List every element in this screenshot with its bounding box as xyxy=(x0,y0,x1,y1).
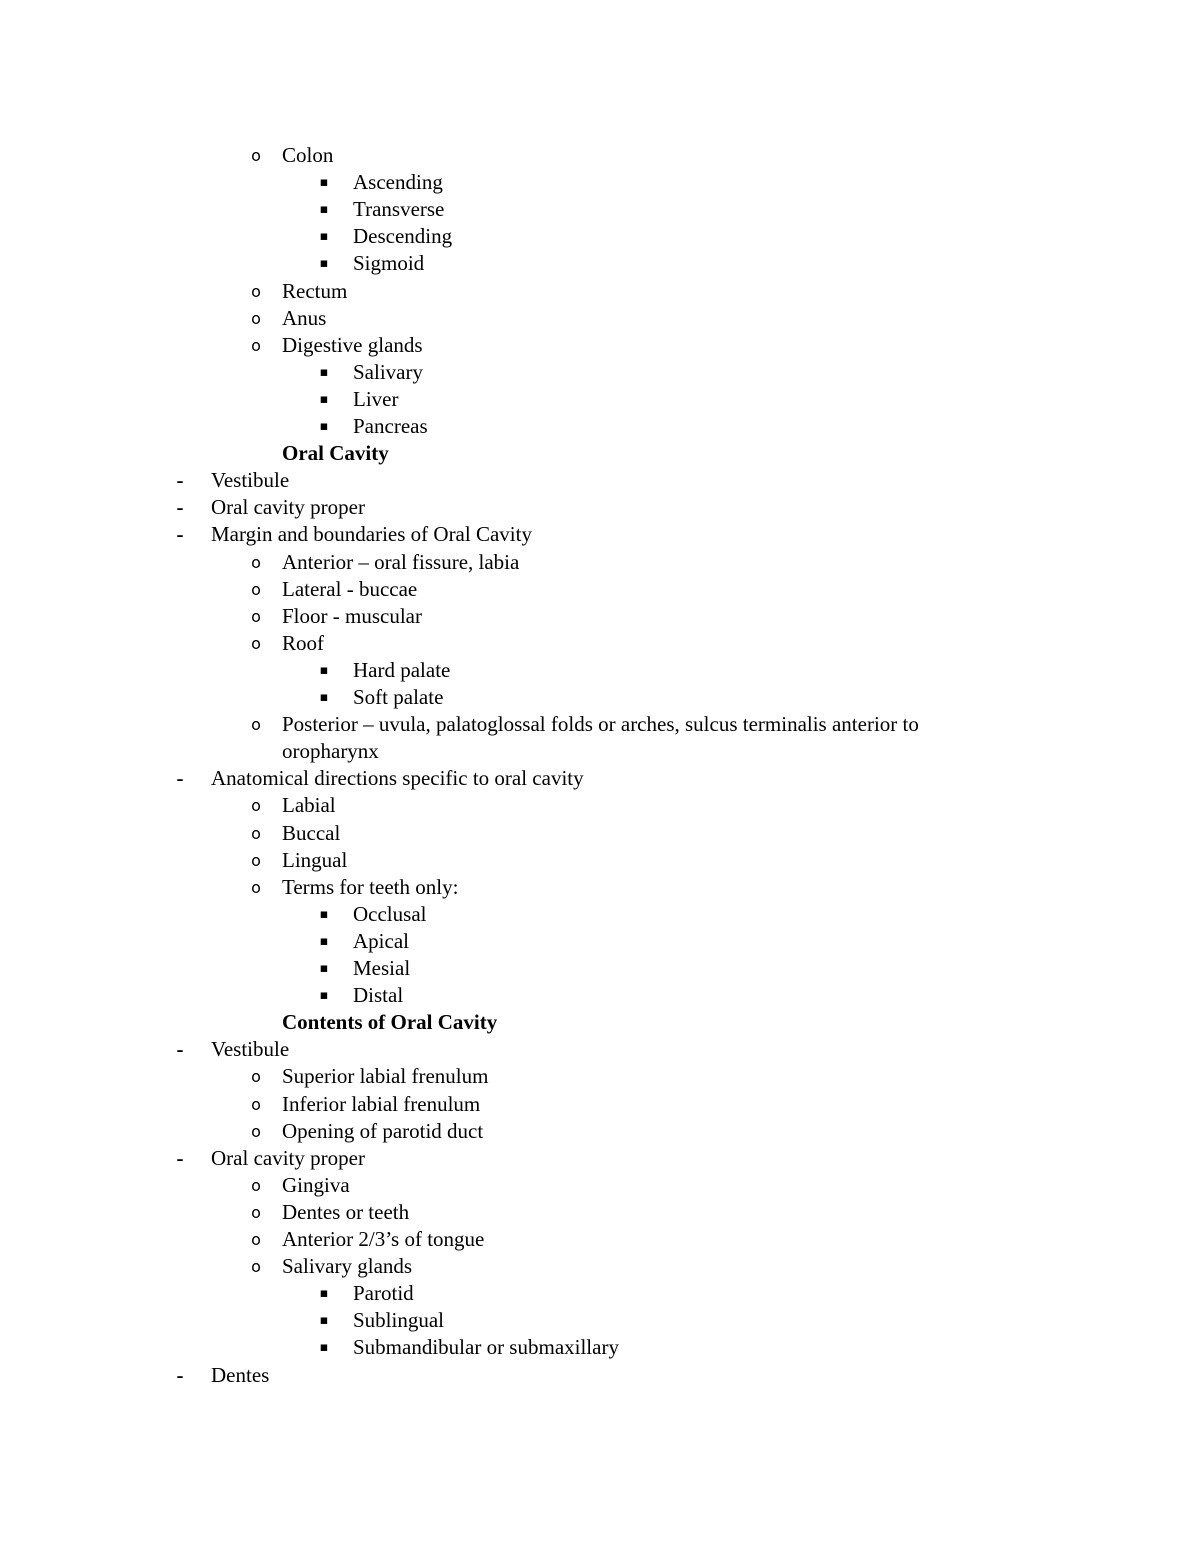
outline-item-text: Sigmoid xyxy=(353,251,425,275)
circle-bullet-icon: o xyxy=(251,146,261,165)
square-bullet-icon: ▪ xyxy=(319,229,329,244)
square-bullet-icon: ▪ xyxy=(319,988,329,1003)
outline-item-level-2 xyxy=(0,1199,1200,1226)
outline-item-level-3 xyxy=(0,1280,1200,1307)
outline-item-text: Lingual xyxy=(282,848,348,872)
outline-item-text: Roof xyxy=(282,631,324,655)
circle-bullet-icon: o xyxy=(251,715,261,734)
circle-bullet-icon: o xyxy=(251,1230,261,1249)
section-heading xyxy=(141,440,1200,467)
outline-item-level-2 xyxy=(0,1226,1200,1253)
outline-item-text: Gingiva xyxy=(282,1173,350,1197)
outline-item-level-2 xyxy=(0,847,1200,874)
outline-item-level-2 xyxy=(0,792,1200,819)
outline-item-level-2 xyxy=(0,820,1200,847)
square-bullet-icon: ▪ xyxy=(319,256,329,271)
outline-item-level-1 xyxy=(0,494,1200,521)
outline-item-level-3 xyxy=(0,386,1200,413)
outline-item-level-2 xyxy=(0,630,1200,657)
outline-item-level-2 xyxy=(0,332,1200,359)
outline-item-text: Apical xyxy=(353,929,409,953)
outline-item-level-3 xyxy=(0,413,1200,440)
outline-item-level-3 xyxy=(0,250,1200,277)
dash-bullet-icon: - xyxy=(176,522,184,546)
circle-bullet-icon: o xyxy=(251,336,261,355)
outline-item-level-3 xyxy=(0,982,1200,1009)
square-bullet-icon: ▪ xyxy=(319,690,329,705)
outline-item-text: Anus xyxy=(282,306,327,330)
outline-item-text: Posterior – uvula, palatoglossal folds or arches, sulcus terminalis anterior to xyxy=(282,712,919,736)
outline-item-level-2 xyxy=(0,711,1200,738)
outline-item-level-3 xyxy=(0,684,1200,711)
section-heading-text: Oral Cavity xyxy=(282,441,389,465)
dash-bullet-icon: - xyxy=(176,766,184,790)
outline-item-text: Opening of parotid duct xyxy=(282,1119,484,1143)
outline-item-text: Occlusal xyxy=(353,902,427,926)
outline-item-text: Dentes or teeth xyxy=(282,1200,410,1224)
circle-bullet-icon: o xyxy=(251,282,261,301)
outline-item-text: Salivary glands xyxy=(282,1254,413,1278)
circle-bullet-icon: o xyxy=(251,634,261,653)
circle-bullet-icon: o xyxy=(251,1095,261,1114)
outline-item-text: Pancreas xyxy=(353,414,428,438)
square-bullet-icon: ▪ xyxy=(319,663,329,678)
circle-bullet-icon: o xyxy=(251,824,261,843)
outline-item-text: Oral cavity proper xyxy=(211,495,365,519)
outline-item-level-3 xyxy=(0,901,1200,928)
section-heading xyxy=(141,1009,1200,1036)
outline-item-text: Terms for teeth only: xyxy=(282,875,459,899)
outline-item-text: Hard palate xyxy=(353,658,451,682)
outline-item-text: Anterior – oral fissure, labia xyxy=(282,550,520,574)
square-bullet-icon: ▪ xyxy=(319,1313,329,1328)
outline-item-level-1 xyxy=(0,765,1200,792)
square-bullet-icon: ▪ xyxy=(319,1340,329,1355)
outline-item-level-2 xyxy=(0,305,1200,332)
square-bullet-icon: ▪ xyxy=(319,419,329,434)
outline-item-text: Descending xyxy=(353,224,453,248)
outline-item-level-2 xyxy=(0,1253,1200,1280)
outline-item-level-3 xyxy=(0,1334,1200,1361)
square-bullet-icon: ▪ xyxy=(319,202,329,217)
outline-item-level-1 xyxy=(0,521,1200,548)
circle-bullet-icon: o xyxy=(251,1067,261,1086)
outline-item-text: Vestibule xyxy=(211,1037,290,1061)
outline-item-text: Colon xyxy=(282,143,334,167)
outline-item-text: Sublingual xyxy=(353,1308,445,1332)
outline-item-level-2 xyxy=(0,1063,1200,1090)
outline-item-continuation xyxy=(0,738,1200,765)
outline-item-level-3 xyxy=(0,359,1200,386)
outline-item-level-2 xyxy=(0,278,1200,305)
outline-item-text: Submandibular or submaxillary xyxy=(353,1335,619,1359)
circle-bullet-icon: o xyxy=(251,309,261,328)
circle-bullet-icon: o xyxy=(251,1122,261,1141)
circle-bullet-icon: o xyxy=(251,878,261,897)
outline-item-level-3 xyxy=(0,657,1200,684)
outline-item-text: Anatomical directions specific to oral cavity xyxy=(211,766,584,790)
circle-bullet-icon: o xyxy=(251,796,261,815)
outline-item-level-2 xyxy=(0,549,1200,576)
outline-item-text: Distal xyxy=(353,983,404,1007)
dash-bullet-icon: - xyxy=(176,468,184,492)
square-bullet-icon: ▪ xyxy=(319,392,329,407)
outline-item-level-1 xyxy=(0,1145,1200,1172)
circle-bullet-icon: o xyxy=(251,553,261,572)
outline-item-text: oropharynx xyxy=(282,739,379,763)
dash-bullet-icon: - xyxy=(176,1146,184,1170)
outline-item-text: Lateral - buccae xyxy=(282,577,418,601)
outline-item-level-3 xyxy=(0,928,1200,955)
outline-item-level-3 xyxy=(0,196,1200,223)
circle-bullet-icon: o xyxy=(251,607,261,626)
square-bullet-icon: ▪ xyxy=(319,934,329,949)
outline-item-level-2 xyxy=(0,142,1200,169)
circle-bullet-icon: o xyxy=(251,1176,261,1195)
outline-item-text: Rectum xyxy=(282,279,348,303)
square-bullet-icon: ▪ xyxy=(319,907,329,922)
outline-item-text: Salivary xyxy=(353,360,423,384)
outline-item-text: Labial xyxy=(282,793,336,817)
circle-bullet-icon: o xyxy=(251,1257,261,1276)
outline-item-text: Soft palate xyxy=(353,685,444,709)
outline-item-level-2 xyxy=(0,1118,1200,1145)
outline-item-level-1 xyxy=(0,1362,1200,1389)
outline-item-text: Parotid xyxy=(353,1281,414,1305)
dash-bullet-icon: - xyxy=(176,495,184,519)
outline-item-text: Ascending xyxy=(353,170,443,194)
circle-bullet-icon: o xyxy=(251,1203,261,1222)
outline-item-text: Inferior labial frenulum xyxy=(282,1092,481,1116)
outline-item-level-3 xyxy=(0,223,1200,250)
outline-item-text: Buccal xyxy=(282,821,341,845)
outline-item-text: Superior labial frenulum xyxy=(282,1064,489,1088)
outline-item-text: Mesial xyxy=(353,956,411,980)
outline-item-level-2 xyxy=(0,1172,1200,1199)
circle-bullet-icon: o xyxy=(251,580,261,599)
circle-bullet-icon: o xyxy=(251,851,261,870)
outline-item-text: Dentes xyxy=(211,1363,270,1387)
outline-item-text: Floor - muscular xyxy=(282,604,422,628)
outline-item-text: Anterior 2/3’s of tongue xyxy=(282,1227,485,1251)
outline-item-text: Liver xyxy=(353,387,399,411)
square-bullet-icon: ▪ xyxy=(319,365,329,380)
outline-item-level-2 xyxy=(0,576,1200,603)
outline-item-level-2 xyxy=(0,1091,1200,1118)
outline-item-level-2 xyxy=(0,603,1200,630)
outline-item-text: Transverse xyxy=(353,197,445,221)
outline-item-level-1 xyxy=(0,467,1200,494)
outline-item-text: Margin and boundaries of Oral Cavity xyxy=(211,522,532,546)
square-bullet-icon: ▪ xyxy=(319,961,329,976)
outline-item-level-3 xyxy=(0,169,1200,196)
dash-bullet-icon: - xyxy=(176,1363,184,1387)
outline-item-level-3 xyxy=(0,955,1200,982)
outline-item-level-1 xyxy=(0,1036,1200,1063)
square-bullet-icon: ▪ xyxy=(319,175,329,190)
square-bullet-icon: ▪ xyxy=(319,1286,329,1301)
outline-item-level-3 xyxy=(0,1307,1200,1334)
section-heading-text: Contents of Oral Cavity xyxy=(282,1010,498,1034)
outline-item-level-2 xyxy=(0,874,1200,901)
outline-item-text: Oral cavity proper xyxy=(211,1146,365,1170)
dash-bullet-icon: - xyxy=(176,1037,184,1061)
outline-item-text: Vestibule xyxy=(211,468,290,492)
outline-item-text: Digestive glands xyxy=(282,333,423,357)
